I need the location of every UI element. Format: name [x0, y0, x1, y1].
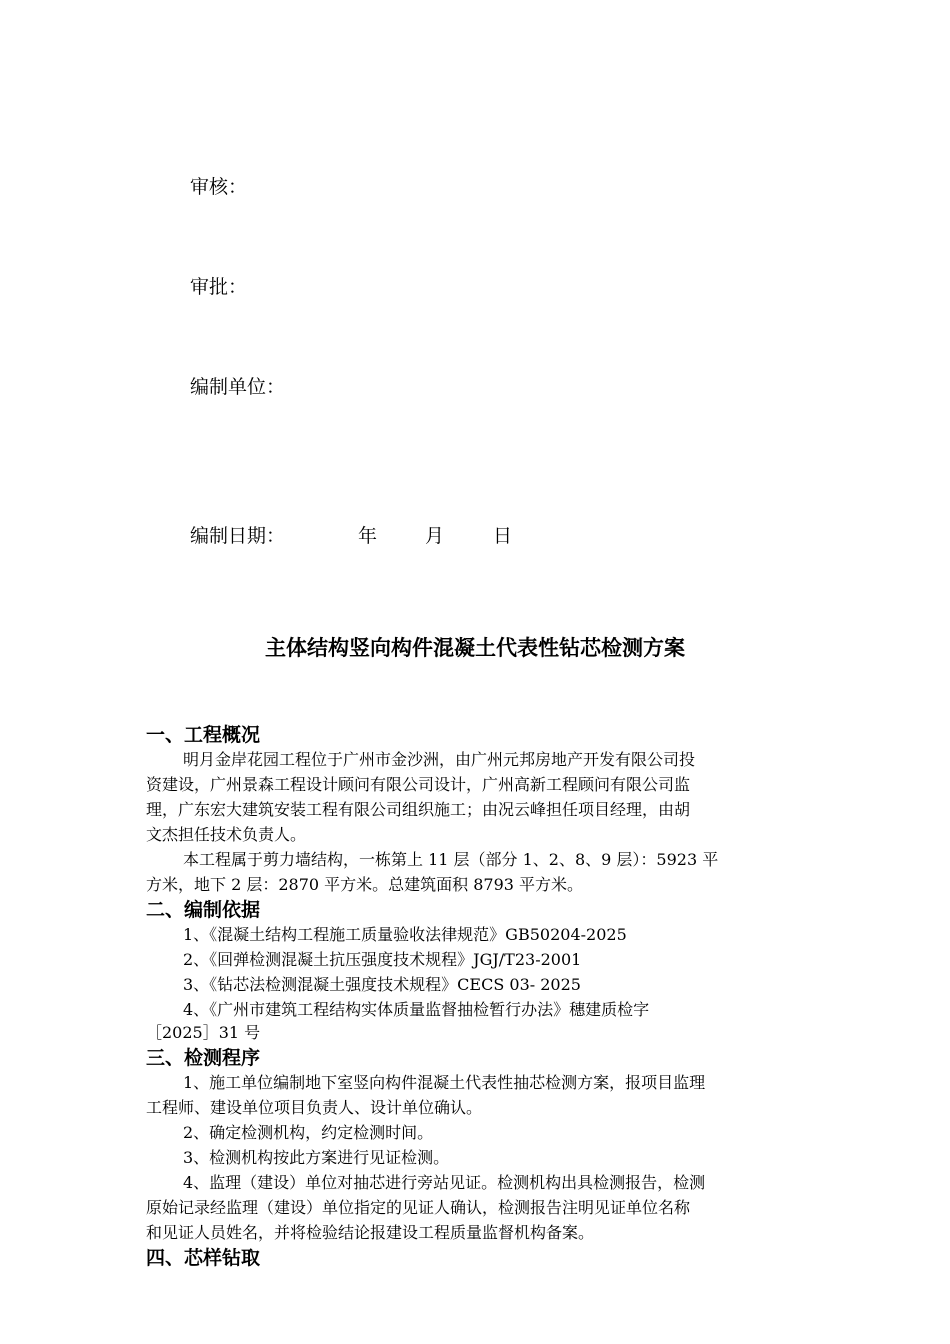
compiling-unit-label: 编制单位：	[190, 376, 286, 398]
procedure-line: 3、检测机构按此方案进行见证检测。	[183, 1148, 450, 1167]
procedure-line: 4、监理（建设）单位对抽芯进行旁站见证。检测机构出具检测报告，检测	[183, 1173, 706, 1192]
procedure-line: 原始记录经监理（建设）单位指定的见证人确认，检测报告注明见证单位名称	[146, 1198, 691, 1217]
basis-item-continuation: ［2025］31 号	[146, 1023, 261, 1042]
procedure-line: 1、施工单位编制地下室竖向构件混凝土代表性抽芯检测方案，报项目监理	[183, 1073, 706, 1092]
overview-line: 文杰担任技术负责人。	[146, 825, 307, 844]
procedure-line: 和见证人员姓名，并将检验结论报建设工程质量监督机构备案。	[146, 1223, 595, 1242]
overview-line: 方米，地下 2 层：2870 平方米。总建筑面积 8793 平方米。	[146, 875, 584, 894]
document-title: 主体结构竖向构件混凝土代表性钻芯检测方案	[265, 636, 685, 660]
date-year: 年	[358, 525, 378, 547]
overview-line: 理，广东宏大建筑安装工程有限公司组织施工；由况云峰担任项目经理，由胡	[146, 800, 691, 819]
review-label: 审核：	[190, 176, 248, 198]
date-month: 月	[425, 525, 445, 547]
procedure-line: 2、确定检测机构，约定检测时间。	[183, 1123, 434, 1142]
section-heading-overview: 一、工程概况	[146, 724, 261, 746]
date-day: 日	[493, 525, 513, 547]
procedure-line: 工程师、建设单位项目负责人、设计单位确认。	[146, 1098, 483, 1117]
approve-label: 审批：	[190, 276, 248, 298]
basis-item: 4、《广州市建筑工程结构实体质量监督抽检暂行办法》穗建质检字	[183, 1000, 650, 1019]
compiling-date-label: 编制日期：	[190, 525, 286, 547]
overview-line: 资建设，广州景森工程设计顾问有限公司设计，广州高新工程顾问有限公司监	[146, 775, 691, 794]
overview-line: 本工程属于剪力墙结构，一栋第上 11 层（部分 1、2、8、9 层）：5923 平	[183, 850, 719, 869]
section-heading-basis: 二、编制依据	[146, 899, 261, 921]
basis-item: 3、《钻芯法检测混凝土强度技术规程》CECS 03- 2025	[183, 975, 581, 994]
basis-item: 1、《混凝土结构工程施工质量验收法律规范》GB50204-2025	[183, 925, 627, 944]
overview-line: 明月金岸花园工程位于广州市金沙洲，由广州元邦房地产开发有限公司投	[183, 750, 696, 769]
section-heading-procedure: 三、检测程序	[146, 1047, 261, 1069]
section-heading-core-drilling: 四、芯样钻取	[146, 1247, 261, 1269]
basis-item: 2、《回弹检测混凝土抗压强度技术规程》JGJ/T23-2001	[183, 950, 582, 969]
